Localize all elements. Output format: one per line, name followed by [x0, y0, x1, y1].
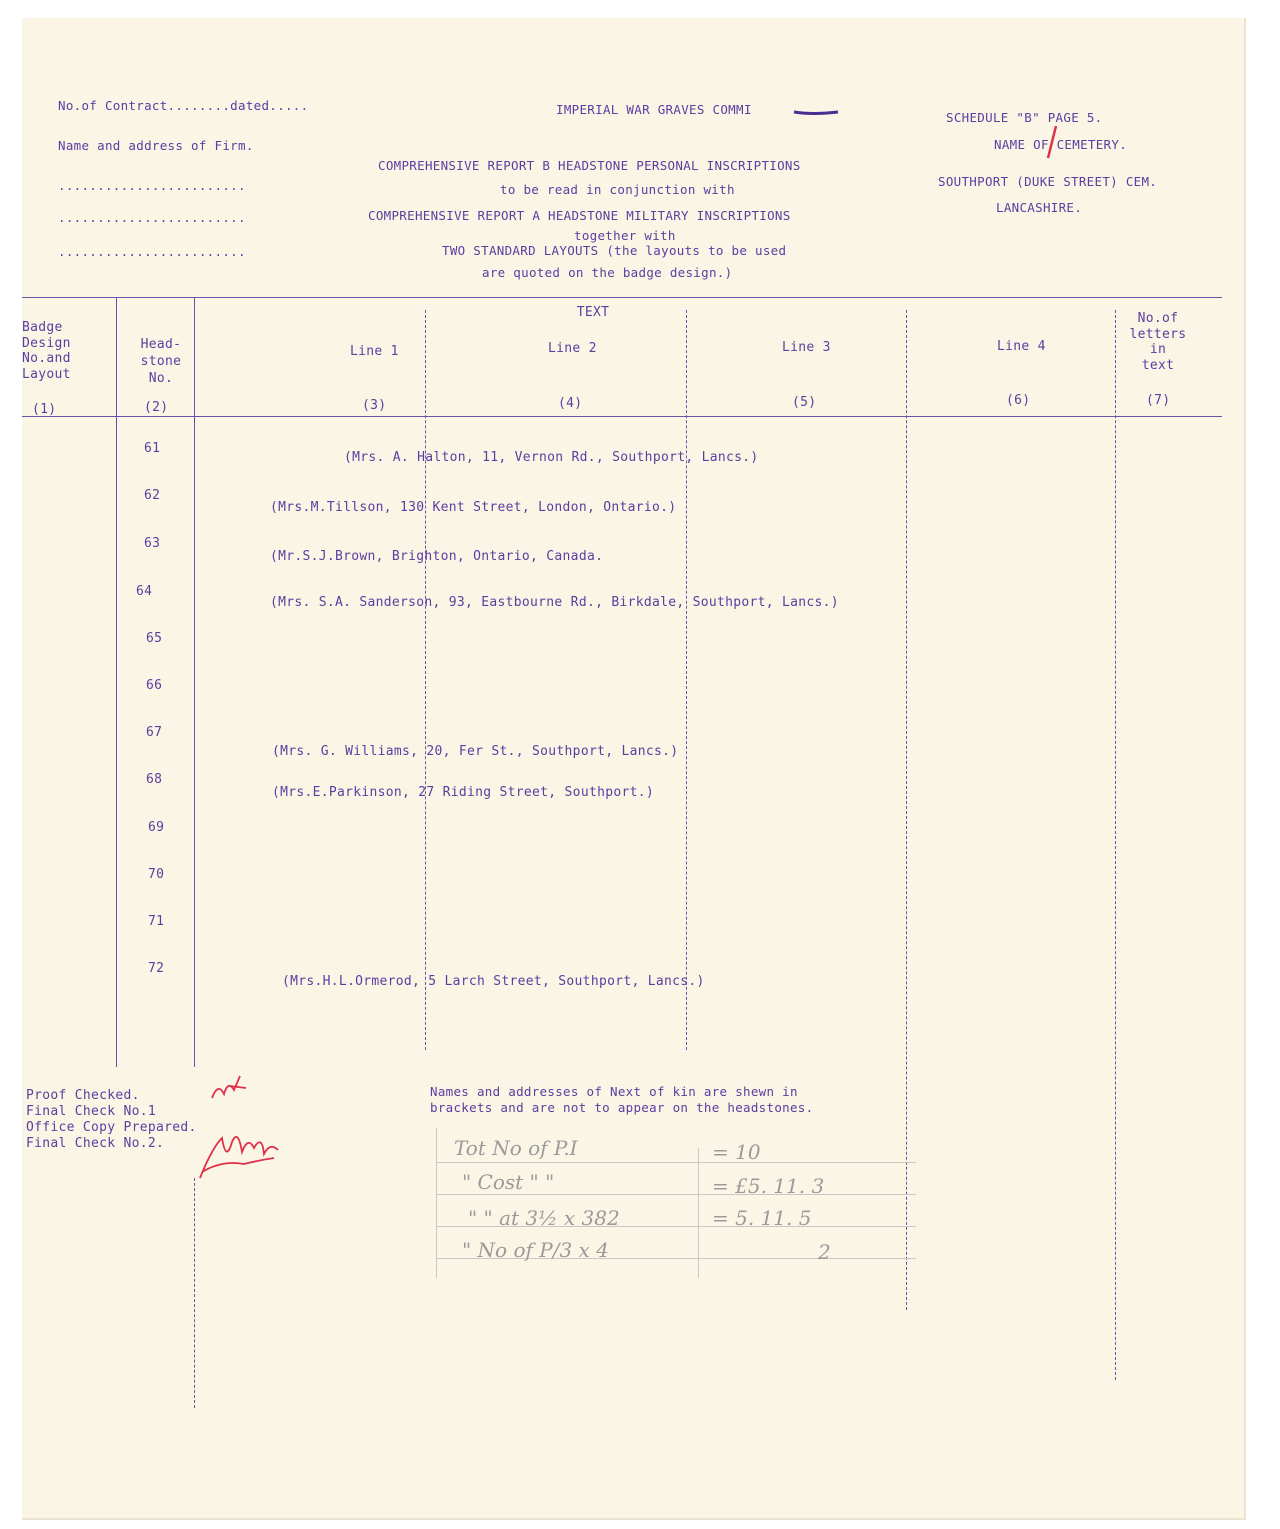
col2-header-l3: No. [148, 371, 174, 386]
col-number-7: (7) [1146, 393, 1171, 408]
next-of-kin-64: (Mrs. S.A. Sanderson, 93, Eastbourne Rd., Birkdale, Southport, Lancs.) [270, 595, 839, 610]
check-proof: Proof Checked. [26, 1088, 140, 1103]
red-correction-mark [1042, 124, 1062, 162]
col1-header-l3: No.and [22, 351, 71, 366]
line3-header: Line 3 [782, 340, 831, 355]
table-header-rule [22, 416, 1222, 417]
county-name: LANCASHIRE. [996, 200, 1083, 215]
next-of-kin-68: (Mrs.E.Parkinson, 27 Riding Street, Southport.) [272, 785, 654, 800]
col1-header-l2: Design [22, 335, 71, 351]
headstone-no-69: 69 [148, 820, 165, 835]
line2-header: Line 2 [548, 341, 597, 356]
col-divider-2-lower [194, 1178, 195, 1408]
next-of-kin-72: (Mrs.H.L.Ormerod, 5 Larch Street, Southport, Lancs.) [282, 974, 705, 989]
next-of-kin-61: (Mrs. A. Halton, 11, Vernon Rd., Southport, Lancs.) [344, 450, 759, 465]
col1-header [22, 320, 116, 382]
line1-header: Line 1 [350, 344, 399, 359]
pencil-label-4: " No of P/3 x 4 [462, 1238, 609, 1262]
col7-header [1118, 311, 1198, 373]
col2-header-l1: Head- [140, 337, 182, 352]
col-number-5: (5) [792, 395, 817, 410]
table-top-rule [22, 297, 1222, 298]
commission-text: IMPERIAL WAR GRAVES COMMI [556, 102, 752, 117]
document-sheet [22, 18, 1246, 1520]
check-final-2: Final Check No.2. [26, 1136, 165, 1151]
firm-dots-2: ........................ [58, 210, 246, 225]
col-number-4: (4) [558, 396, 583, 411]
red-ink-initials [192, 1068, 287, 1188]
note-line-2: brackets and are not to appear on the headstones. [430, 1100, 814, 1115]
schedule-label: SCHEDULE "B" PAGE 5. [946, 110, 1103, 125]
layouts-line-2: are quoted on the badge design.) [482, 265, 733, 280]
headstone-no-72: 72 [148, 961, 165, 976]
col-divider-3 [425, 310, 426, 1050]
line4-header: Line 4 [997, 339, 1046, 354]
pencil-value-1: = 10 [712, 1140, 761, 1164]
pencil-label-3: " " at 3½ x 382 [468, 1206, 620, 1230]
pencil-left-rule [436, 1128, 437, 1278]
col7-header-l1: No.of [1137, 311, 1179, 326]
headstone-no-71: 71 [148, 914, 165, 929]
pencil-value-4: 2 [818, 1240, 831, 1264]
headstone-no-65: 65 [146, 631, 163, 646]
firm-dots-3: ........................ [58, 244, 246, 259]
col-number-6: (6) [1006, 393, 1031, 408]
headstone-no-68: 68 [146, 772, 163, 787]
headstone-no-67: 67 [146, 725, 163, 740]
col-divider-4 [686, 310, 687, 1050]
col-divider-2 [194, 297, 195, 1067]
pencil-rule-2 [436, 1194, 916, 1195]
col1-header-l4: Layout [22, 366, 71, 382]
pencil-value-3: = 5. 11. 5 [712, 1206, 812, 1230]
col7-header-l4: text [1141, 357, 1175, 373]
note-line-1: Names and addresses of Next of kin are shewn in [430, 1084, 798, 1099]
col-number-1: (1) [32, 402, 57, 417]
ink-smudge [792, 106, 842, 118]
headstone-no-66: 66 [146, 678, 163, 693]
col-divider-5 [906, 310, 907, 1310]
col2-header [128, 336, 194, 387]
col7-header-l2: letters [1129, 326, 1187, 342]
next-of-kin-63: (Mr.S.J.Brown, Brighton, Ontario, Canada. [270, 549, 604, 564]
headstone-no-61: 61 [144, 441, 161, 456]
col-divider-6 [1115, 310, 1116, 1380]
col-number-3: (3) [362, 398, 387, 413]
pencil-rule-1 [436, 1162, 916, 1163]
headstone-no-70: 70 [148, 867, 165, 882]
together-text: together with [574, 228, 676, 243]
check-office-copy: Office Copy Prepared. [26, 1120, 197, 1135]
headstone-no-64: 64 [136, 584, 153, 599]
pencil-label-2: " Cost " " [462, 1170, 555, 1194]
col7-header-l3: in [1149, 342, 1167, 357]
firm-label: Name and address of Firm. [58, 138, 254, 153]
col1-header-l1: Badge [22, 320, 63, 335]
text-group-header: TEXT [576, 305, 610, 320]
contract-line: No.of Contract........dated..... [58, 98, 309, 113]
check-final-1: Final Check No.1 [26, 1104, 157, 1119]
col2-header-l2: stone [140, 354, 182, 369]
next-of-kin-62: (Mrs.M.Tillson, 130 Kent Street, London, Ontario.) [270, 500, 677, 515]
report-a-title: COMPREHENSIVE REPORT A HEADSTONE MILITARY INSCRIPTIONS [368, 208, 791, 223]
pencil-value-2: = £5. 11. 3 [712, 1174, 825, 1198]
read-with-text: to be read in conjunction with [500, 182, 735, 197]
col-number-2: (2) [144, 400, 169, 415]
cemetery-label: NAME OF CEMETERY. [994, 137, 1128, 152]
headstone-no-62: 62 [144, 488, 161, 503]
cemetery-name: SOUTHPORT (DUKE STREET) CEM. [938, 174, 1158, 189]
commission-title [556, 102, 752, 117]
headstone-no-63: 63 [144, 536, 161, 551]
pencil-label-1: Tot No of P.I [454, 1136, 578, 1160]
check-list [26, 1088, 197, 1152]
firm-dots-1: ........................ [58, 178, 246, 193]
col-divider-1 [116, 297, 117, 1067]
layouts-line-1: TWO STANDARD LAYOUTS (the layouts to be used [442, 243, 787, 258]
report-b-title: COMPREHENSIVE REPORT B HEADSTONE PERSONAL INSCRIPTIONS [378, 158, 801, 173]
next-of-kin-67: (Mrs. G. Williams, 20, Fer St., Southport, Lancs.) [272, 744, 679, 759]
